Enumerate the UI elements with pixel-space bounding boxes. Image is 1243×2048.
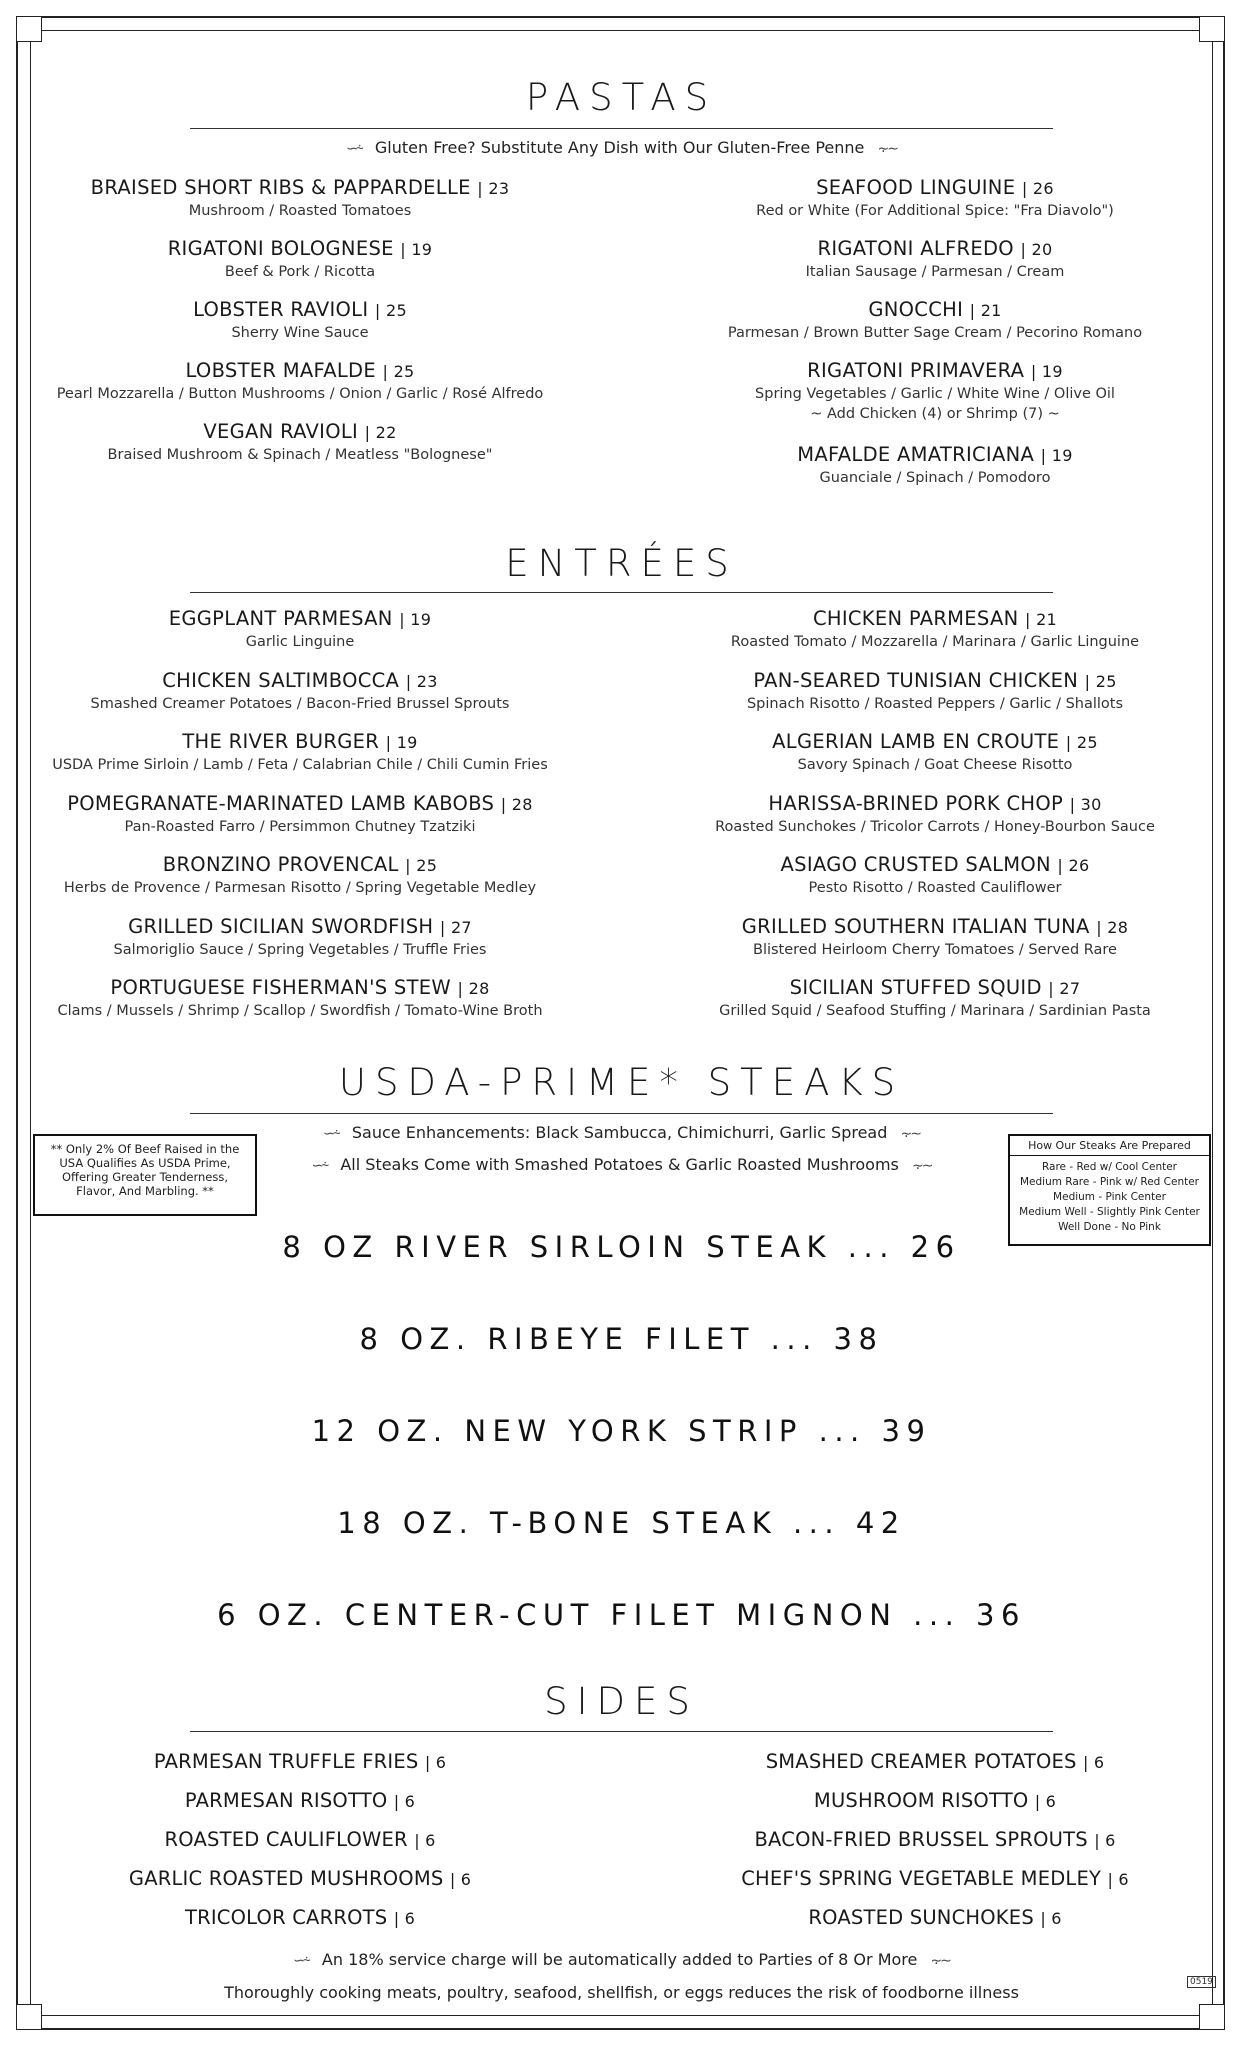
menu-item: BRAISED SHORT RIBS & PAPPARDELLE | 23 Mushroom / Roasted Tomatoes <box>90 176 510 219</box>
sauce-enhancements-note: ∽⸞ Sauce Enhancements: Black Sambucca, Chimichurri, Garlic Spread ⸟∼ <box>323 1123 920 1142</box>
steak-item: 12 OZ. NEW YORK STRIP ... 39 <box>311 1414 932 1448</box>
menu-item: HARISSA-BRINED PORK CHOP | 30 Roasted Sunchokes / Tricolor Carrots / Honey-Bourbon Sauce <box>715 791 1155 835</box>
menu-item: SICILIAN STUFFED SQUID | 27 Grilled Squid / Seafood Stuffing / Marinara / Sardinian Pasta <box>719 976 1151 1019</box>
menu-version-code: 0519 <box>1187 1976 1216 1988</box>
add-protein-note: ~ Add Chicken (4) or Shrimp (7) ~ <box>810 406 1060 422</box>
side-item: SMASHED CREAMER POTATOES | 6 <box>765 1750 1105 1773</box>
menu-item: GNOCCHI | 21 Parmesan / Brown Butter Sage Cream / Pecorino Romano <box>727 298 1143 341</box>
section-title-pastas: PASTAS <box>525 76 718 119</box>
sides-right-column <box>655 1749 1215 1944</box>
sides-left-column <box>20 1749 580 1944</box>
steak-item: 18 OZ. T-BONE STEAK ... 42 <box>337 1506 906 1540</box>
service-charge-note: ∽⸞ An 18% service charge will be automatically added to Parties of 8 Or More ⸟∼ <box>293 1950 950 1969</box>
section-rule-steaks <box>190 1113 1053 1114</box>
frame-corner-top-right <box>1199 16 1225 42</box>
prep-level: Medium Rare - Pink w/ Red Center <box>1019 1176 1199 1188</box>
flourish-left-icon: ∽⸞ <box>323 1126 339 1142</box>
side-item: PARMESAN RISOTTO | 6 <box>184 1789 416 1812</box>
side-item: PARMESAN TRUFFLE FRIES | 6 <box>153 1750 447 1773</box>
menu-item: LOBSTER RAVIOLI | 25 Sherry Wine Sauce <box>193 298 407 341</box>
side-item: BACON-FRIED BRUSSEL SPROUTS | 6 <box>754 1828 1116 1851</box>
side-item: ROASTED CAULIFLOWER | 6 <box>164 1828 436 1851</box>
menu-item: BRONZINO PROVENCAL | 25 Herbs de Provence / Parmesan Risotto / Spring Vegetable Medley <box>63 853 537 896</box>
menu-item: ASIAGO CRUSTED SALMON | 26 Pesto Risotto / Roasted Cauliflower <box>780 853 1090 896</box>
section-title-steaks: USDA-PRIME* STEAKS <box>338 1061 905 1104</box>
flourish-right-icon: ⸟∼ <box>900 1126 920 1142</box>
entrees-left-column <box>20 606 580 1037</box>
entrees-right-column <box>655 606 1215 1037</box>
frame-corner-top-left <box>16 16 42 42</box>
gluten-free-note: ∽⸞ Gluten Free? Substitute Any Dish with Our Gluten-Free Penne ⸟∼ <box>346 138 897 157</box>
steak-sides-note: ∽⸞ All Steaks Come with Smashed Potatoes & Garlic Roasted Mushrooms ⸟∼ <box>311 1155 932 1174</box>
frame-corner-bottom-left <box>16 2004 42 2030</box>
section-rule-entrees <box>190 592 1053 593</box>
flourish-left-icon: ∽⸞ <box>346 141 362 157</box>
menu-item: GRILLED SOUTHERN ITALIAN TUNA | 28 Blistered Heirloom Cherry Tomatoes / Served Rare <box>741 914 1129 958</box>
frame-corner-bottom-right <box>1199 2004 1225 2030</box>
side-item: CHEF'S SPRING VEGETABLE MEDLEY | 6 <box>741 1867 1129 1890</box>
steak-item: 6 OZ. CENTER-CUT FILET MIGNON ... 36 <box>217 1598 1026 1632</box>
steak-item: 8 OZ. RIBEYE FILET ... 38 <box>359 1322 884 1356</box>
menu-item: POMEGRANATE-MARINATED LAMB KABOBS | 28 Pan-Roasted Farro / Persimmon Chutney Tzatziki <box>67 791 533 835</box>
steak-item: 8 OZ RIVER SIRLOIN STEAK ... 26 <box>282 1230 961 1264</box>
menu-item: RIGATONI PRIMAVERA | 19 Spring Vegetables / Garlic / White Wine / Olive Oil ~ Add Chicken (4) or Shrimp (7) ~ <box>655 358 1215 442</box>
section-rule-pastas <box>190 128 1053 129</box>
pastas-left-column <box>20 175 580 480</box>
side-item: GARLIC ROASTED MUSHROOMS | 6 <box>128 1867 472 1890</box>
prep-level: Medium - Pink Center <box>1053 1191 1166 1203</box>
flourish-left-icon: ∽⸞ <box>293 1953 309 1969</box>
section-title-entrees: ENTRÉES <box>505 542 738 585</box>
side-item: ROASTED SUNCHOKES | 6 <box>808 1906 1062 1929</box>
menu-item: LOBSTER MAFALDE | 25 Pearl Mozzarella / Button Mushrooms / Onion / Garlic / Rosé Alfredo <box>56 359 544 402</box>
menu-item: PAN-SEARED TUNISIAN CHICKEN | 25 Spinach Risotto / Roasted Peppers / Garlic / Shallots <box>746 668 1124 712</box>
prep-level: Medium Well - Slightly Pink Center <box>1019 1206 1200 1218</box>
menu-item: MAFALDE AMATRICIANA | 19 Guanciale / Spinach / Pomodoro <box>797 443 1073 486</box>
preparation-guide-title: How Our Steaks Are Prepared <box>1010 1138 1209 1156</box>
section-rule-sides <box>190 1731 1053 1732</box>
menu-item: CHICKEN PARMESAN | 21 Roasted Tomato / Mozzarella / Marinara / Garlic Linguine <box>730 607 1140 650</box>
side-item: TRICOLOR CARROTS | 6 <box>184 1906 415 1929</box>
flourish-right-icon: ⸟∼ <box>911 1158 932 1174</box>
menu-item: VEGAN RAVIOLI | 22 Braised Mushroom & Spinach / Meatless "Bolognese" <box>107 420 493 463</box>
menu-item: GRILLED SICILIAN SWORDFISH | 27 Salmoriglio Sauce / Spring Vegetables / Truffle Fries <box>113 914 487 958</box>
menu-item: RIGATONI BOLOGNESE | 19 Beef & Pork / Ricotta <box>167 237 433 280</box>
pastas-right-column <box>655 175 1215 503</box>
menu-item: CHICKEN SALTIMBOCCA | 23 Smashed Creamer Potatoes / Bacon-Fried Brussel Sprouts <box>90 668 510 712</box>
menu-item: PORTUGUESE FISHERMAN'S STEW | 28 Clams / Mussels / Shrimp / Scallop / Swordfish / Tomato-Wine Broth <box>57 976 543 1019</box>
prep-level: Rare - Red w/ Cool Center <box>1041 1161 1178 1173</box>
usda-prime-note: ** Only 2% Of Beef Raised in the USA Qualifies As USDA Prime, Offering Greater Tenderness, Flavor, And Marbling. ** <box>33 1134 257 1216</box>
side-item: MUSHROOM RISOTTO | 6 <box>813 1789 1057 1812</box>
menu-item: THE RIVER BURGER | 19 USDA Prime Sirloin / Lamb / Feta / Calabrian Chile / Chili Cumin Fries <box>52 730 548 773</box>
menu-item: ALGERIAN LAMB EN CROUTE | 25 Savory Spinach / Goat Cheese Risotto <box>772 730 1098 773</box>
menu-item: SEAFOOD LINGUINE | 26 Red or White (For Additional Spice: "Fra Diavolo") <box>756 176 1114 219</box>
food-safety-warning: Thoroughly cooking meats, poultry, seafood, shellfish, or eggs reduces the risk of foodborne illness <box>224 1983 1019 2002</box>
flourish-right-icon: ⸟∼ <box>930 1953 950 1969</box>
flourish-left-icon: ∽⸞ <box>311 1158 328 1174</box>
prep-level: Well Done - No Pink <box>1058 1221 1161 1233</box>
section-title-sides: SIDES <box>544 1680 699 1723</box>
menu-item: EGGPLANT PARMESAN | 19 Garlic Linguine <box>168 607 432 650</box>
menu-item: RIGATONI ALFREDO | 20 Italian Sausage / Parmesan / Cream <box>805 237 1065 280</box>
flourish-right-icon: ⸟∼ <box>877 141 897 157</box>
